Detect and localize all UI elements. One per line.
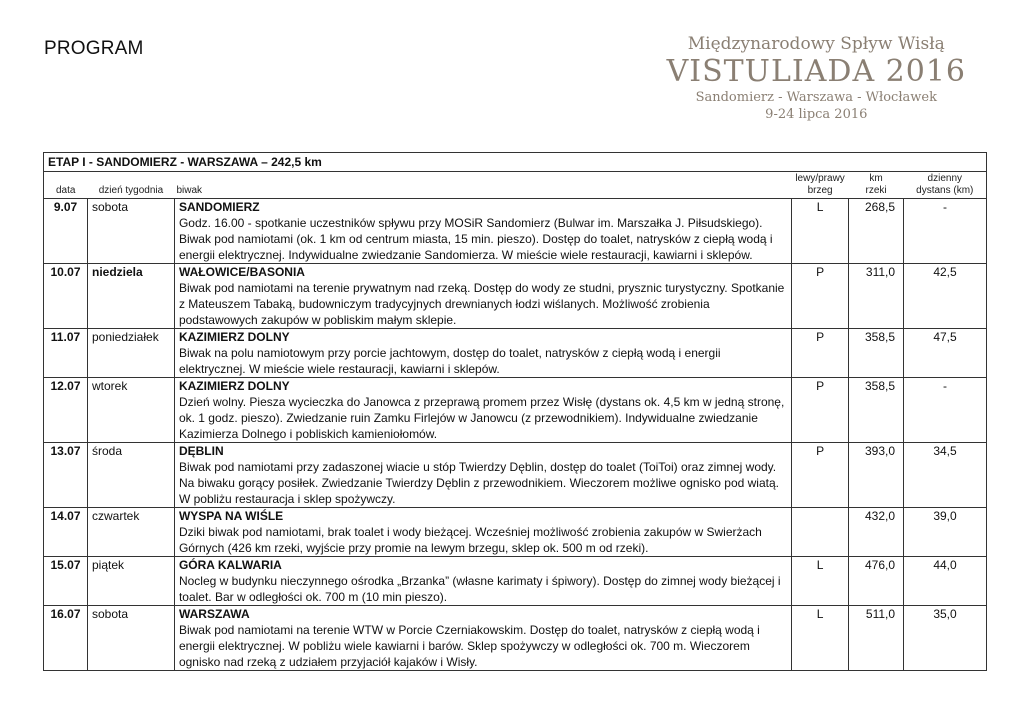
- camp-description: Biwak pod namiotami przy zadaszonej wiacie u stóp Twierdzy Dęblin, dostęp do toalet (ToiToi) oraz zimnej wody. Na biwaku gorący posiłek. Zwiedzanie Twierdzy Dęblin z przewodnikiem. Wieczorem możliwe ognisko pod wiatą. W pobliżu restauracja i sklep spożywczy.: [178, 460, 779, 506]
- day-bank: L: [792, 199, 849, 264]
- brand-dates: 9-24 lipca 2016: [765, 107, 868, 122]
- camp-description: Dzień wolny. Piesza wycieczka do Janowca z przeprawą promem przez Wisłę (dystans ok. 4,5 km w jedną stronę, ok. 1 godz. pieszo). Zwiedzanie ruin Zamku Firlejów w Janowcu (z przewodnikiem). Indywidualne zwiedzanie Kazimierza Dolnego i pobliskich kamieniołomów.: [178, 395, 785, 441]
- camp-place: WYSPA NA WIŚLE: [178, 509, 284, 523]
- camp-place: KAZIMIERZ DOLNY: [178, 330, 290, 344]
- day-bank: P: [792, 264, 849, 329]
- day-camp: [174, 378, 791, 443]
- day-camp: [174, 264, 791, 329]
- day-date: 11.07: [44, 329, 88, 378]
- day-weekday: piątek: [87, 557, 174, 606]
- camp-place: GÓRA KALWARIA: [178, 558, 282, 572]
- camp-description: Biwak pod namiotami na terenie prywatnym nad rzeką. Dostęp do wody ze studni, prysznic turystyczny. Spotkanie z Mateuszem Tabaką, budowniczym tradycyjnych drewnianych łodzi wiślanych. Możliwość zrobienia podstawowych zakupów w pobliskim małym sklepie.: [178, 281, 785, 327]
- day-weekday: niedziela: [87, 264, 174, 329]
- col-km-line2: rzeki: [865, 185, 887, 196]
- day-distance: 42,5: [904, 264, 987, 329]
- column-header-row: [44, 172, 987, 199]
- camp-description: Godz. 16.00 - spotkanie uczestników spływu przy MOSiR Sandomierz (Bulwar im. Marszałka J. Piłsudskiego). Biwak pod namiotami (ok. 1 km od centrum miasta, 15 min. pieszo). Dostęp do toalet, natrysków z ciepłą wodą i energii elektrycznej. Indywidualne zwiedzanie Sandomierza. W mieście wiele restauracji, kawiarni i sklepów.: [178, 216, 773, 262]
- day-row: [44, 606, 987, 671]
- day-distance: 39,0: [904, 508, 987, 557]
- camp-place: WAŁOWICE/BASONIA: [178, 265, 305, 279]
- day-row: [44, 378, 987, 443]
- col-camp: biwak: [176, 185, 203, 196]
- col-bank-line2: brzeg: [807, 185, 833, 196]
- day-date: 13.07: [44, 443, 88, 508]
- col-distance-line2: dystans (km): [916, 185, 974, 196]
- day-distance: -: [904, 378, 987, 443]
- camp-description: Biwak pod namiotami na terenie WTW w Porcie Czerniakowskim. Dostęp do toalet, natrysków z ciepłą wodą i energii elektrycznej. W pobliżu wiele kawiarni i barów. Sklep spożywczy w odległości ok. 700 m. Wieczorem ognisko nad rzeką z udziałem przyjaciół kajaków i Wisły.: [178, 623, 760, 669]
- day-camp: [174, 508, 791, 557]
- day-weekday: sobota: [87, 199, 174, 264]
- day-distance: 44,0: [904, 557, 987, 606]
- camp-place: DĘBLIN: [178, 444, 224, 458]
- day-bank: P: [792, 443, 849, 508]
- day-row: [44, 329, 987, 378]
- col-bank: [792, 172, 849, 199]
- day-date: 10.07: [44, 264, 88, 329]
- col-km-line1: km: [869, 173, 883, 184]
- day-date: 16.07: [44, 606, 88, 671]
- day-river-km: 393,0: [849, 443, 904, 508]
- day-row: [44, 508, 987, 557]
- day-row: [44, 199, 987, 264]
- camp-place: SANDOMIERZ: [178, 200, 260, 214]
- col-weekday: dzień tygodnia: [98, 185, 164, 196]
- brand-route: Sandomierz - Warszawa - Włocławek: [695, 90, 938, 105]
- day-bank: L: [792, 606, 849, 671]
- camp-description: Nocleg w budynku nieczynnego ośrodka „Brzanka” (własne karimaty i śpiwory). Dostęp do zimnej wody bieżącej i toalet. Bar w odległości ok. 700 m (10 min pieszo).: [178, 574, 781, 604]
- day-weekday: sobota: [87, 606, 174, 671]
- day-distance: 47,5: [904, 329, 987, 378]
- day-row: [44, 557, 987, 606]
- camp-place: WARSZAWA: [178, 607, 250, 621]
- day-river-km: 476,0: [849, 557, 904, 606]
- day-river-km: 311,0: [849, 264, 904, 329]
- day-camp: [174, 557, 791, 606]
- col-date: data: [44, 172, 88, 199]
- day-bank: L: [792, 557, 849, 606]
- program-table: [43, 152, 987, 671]
- day-camp: [174, 329, 791, 378]
- day-bank: P: [792, 329, 849, 378]
- day-row: [44, 443, 987, 508]
- day-date: 15.07: [44, 557, 88, 606]
- day-weekday: czwartek: [87, 508, 174, 557]
- day-row: [44, 264, 987, 329]
- col-distance-line1: dzienny: [927, 173, 962, 184]
- col-km: [849, 172, 904, 199]
- day-bank: P: [792, 378, 849, 443]
- day-distance: 34,5: [904, 443, 987, 508]
- camp-description: Dziki biwak pod namiotami, brak toalet i wody bieżącej. Wcześniej możliwość zrobienia zakupów w Swierżach Górnych (426 km rzeki, wyjście przy promie na lewym brzegu, sklep ok. 500 m od rzeki).: [178, 525, 762, 555]
- stage-header-row: [44, 153, 987, 172]
- day-river-km: 511,0: [849, 606, 904, 671]
- camp-description: Biwak na polu namiotowym przy porcie jachtowym, dostęp do toalet, natrysków z ciepłą wodą i energii elektrycznej. W mieście wiele restauracji, kawiarni i sklepów.: [178, 346, 721, 376]
- day-distance: -: [904, 199, 987, 264]
- day-bank: [792, 508, 849, 557]
- day-camp: [174, 443, 791, 508]
- day-date: 12.07: [44, 378, 88, 443]
- stage-title: ETAP I - SANDOMIERZ - WARSZAWA – 242,5 km: [44, 153, 987, 172]
- day-camp: [174, 199, 791, 264]
- day-river-km: 432,0: [849, 508, 904, 557]
- day-river-km: 358,5: [849, 378, 904, 443]
- day-weekday: poniedziałek: [87, 329, 174, 378]
- brand-title: VISTULIADA 2016: [666, 54, 966, 89]
- day-weekday: środa: [87, 443, 174, 508]
- day-date: 9.07: [44, 199, 88, 264]
- day-date: 14.07: [44, 508, 88, 557]
- col-bank-line1: lewy/prawy: [795, 173, 845, 184]
- day-weekday: wtorek: [87, 378, 174, 443]
- camp-place: KAZIMIERZ DOLNY: [178, 379, 290, 393]
- col-distance: [904, 172, 987, 199]
- brand-subtitle: Międzynarodowy Spływ Wisłą: [687, 34, 945, 54]
- day-river-km: 268,5: [849, 199, 904, 264]
- event-brand: [667, 34, 966, 122]
- day-river-km: 358,5: [849, 329, 904, 378]
- day-camp: [174, 606, 791, 671]
- day-distance: 35,0: [904, 606, 987, 671]
- document-title: PROGRAM: [44, 38, 144, 59]
